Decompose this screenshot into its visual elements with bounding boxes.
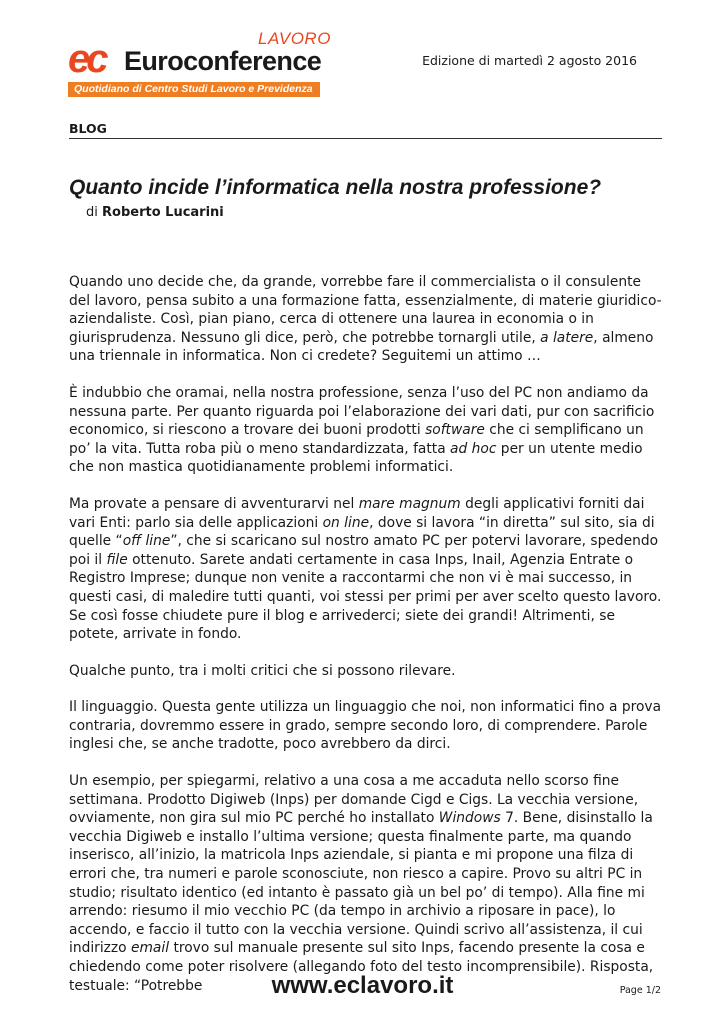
euroconference-logo	[68, 29, 331, 100]
article-paragraph	[69, 273, 665, 366]
italic-text-run: mare magnum	[358, 495, 461, 512]
italic-text-run: ad hoc	[450, 440, 497, 457]
article-title: Quanto incide l’informatica nella nostra professione?	[69, 176, 602, 199]
italic-text-run: off line	[122, 533, 171, 550]
italic-text-run: email	[131, 940, 170, 957]
author-name: Roberto Lucarini	[102, 205, 224, 220]
page-number: Page 1/2	[619, 985, 661, 996]
logo-brand-name: Euroconference	[124, 46, 322, 76]
edition-date: Edizione di martedì 2 agosto 2016	[422, 53, 637, 68]
header-divider	[69, 138, 662, 139]
text-run: Il linguaggio. Questa gente utilizza un linguaggio che noi, non informatici fino a prova contraria, dovremmo essere in grado, sempre secondo loro, di comprendere. Parole inglesi che, se anche tradotte, poco avrebbero da dirci.	[69, 699, 662, 753]
text-run: Un esempio, per spiegarmi, relativo a una cosa a me accaduta nello scorso fine settimana. Prodotto Digiweb (Inps) per domande Cigd e Cigs. La vecchia versione, ovviamente, non gira sul mio PC perché ho installato	[69, 773, 639, 827]
article-paragraph	[69, 384, 665, 477]
italic-text-run: on line	[322, 514, 370, 531]
italic-text-run: file	[106, 551, 128, 568]
text-run: ottenuto. Sarete andati certamente in casa Inps, Inail, Agenzia Entrate o Registro Imprese; dunque non venite a raccontarmi che non vi è mai successo, in questi casi, di maledire tutti quanti, voi stessi per primi per aver scelto questo lavoro. Se così fosse chiudete pure il blog e arrivederci; siete dei grandi! Altrimenti, se potete, arrivate in fondo.	[69, 551, 662, 643]
italic-text-run: a latere	[540, 329, 594, 346]
section-label: BLOG	[69, 121, 107, 136]
text-run: , dove si lavora “in diretta” sul sito, sia di quelle “	[69, 514, 655, 550]
text-run: È indubbio che oramai, nella nostra professione, senza l’uso del PC non andiamo da nessuna parte. Per quanto riguarda poi l’elaborazione dei vari dati, pur con sacrificio economico, si riescono a trovare dei buoni prodotti	[69, 384, 655, 439]
footer-website-url[interactable]: www.eclavoro.it	[271, 972, 454, 999]
byline	[86, 205, 224, 220]
text-run: 7. Bene, disinstallo la vecchia Digiweb e installo l’ultima versione; questa finalmente parte, ma quando inserisco, all’inizio, la matricola Inps aziendale, si pianta e mi propone una filza di errori che, tra numeri e parole sconosciute, non riesco a capire. Provo su altri PC in studio; risultato identico (ed intanto è passato già un bel po’ di tempo). Alla fine mi arrendo: riesumo il mio vecchio PC (da tempo in archivio a riposare in pace), lo accendo, e faccio il tutto con la vecchia versione. Quindi scrivo all’assistenza, il cui indirizzo	[69, 810, 653, 957]
article-paragraph	[69, 698, 665, 754]
text-run: Ma provate a pensare di avventurarvi nel	[69, 495, 359, 512]
italic-text-run: software	[425, 422, 485, 439]
article-body	[69, 273, 665, 995]
byline-prefix: di	[86, 205, 98, 220]
article-paragraph	[69, 772, 665, 995]
logo-tagline: Quotidiano di Centro Studi Lavoro e Previdenza	[68, 82, 320, 97]
text-run: Qualche punto, tra i molti critici che si possono rilevare.	[69, 662, 456, 679]
article-paragraph	[69, 495, 665, 644]
article-paragraph	[69, 662, 665, 681]
text-run: per un utente medio che non mastica quotidianamente problemi informatici.	[69, 440, 643, 476]
text-run: che ci semplificano un po’ la vita. Tutta roba più o meno standardizzata, fatta	[69, 422, 644, 457]
text-run: degli applicativi forniti dai vari Enti: parlo sia delle applicazioni	[69, 495, 645, 531]
text-run: , almeno una triennale in informatica. Non ci credete? Seguitemi un attimo …	[69, 329, 654, 365]
text-run: Quando uno decide che, da grande, vorrebbe fare il commercialista o il consulente del lavoro, pensa subito a una formazione fatta, essenzialmente, di materie giuridico-aziendaliste. Così, pian piano, cerca di ottenere una laurea in economia o in giurisprudenza. Nessuno gli dice, però, che potrebbe tornargli utile,	[69, 274, 662, 346]
logo-sub-brand: LAVORO	[258, 29, 331, 48]
italic-text-run: Windows	[438, 810, 501, 827]
text-run: ”, che si scaricano sul nostro amato PC per potervi lavorare, spedendo poi il	[69, 533, 659, 568]
ec-logo-mark: ec	[68, 37, 105, 81]
text-run: trovo sul manuale presente sul sito Inps, facendo presente la cosa e chiedendo come poter risolvere (allegando foto del testo incomprensibile). Risposta, testuale: “Potrebbe	[69, 940, 654, 994]
